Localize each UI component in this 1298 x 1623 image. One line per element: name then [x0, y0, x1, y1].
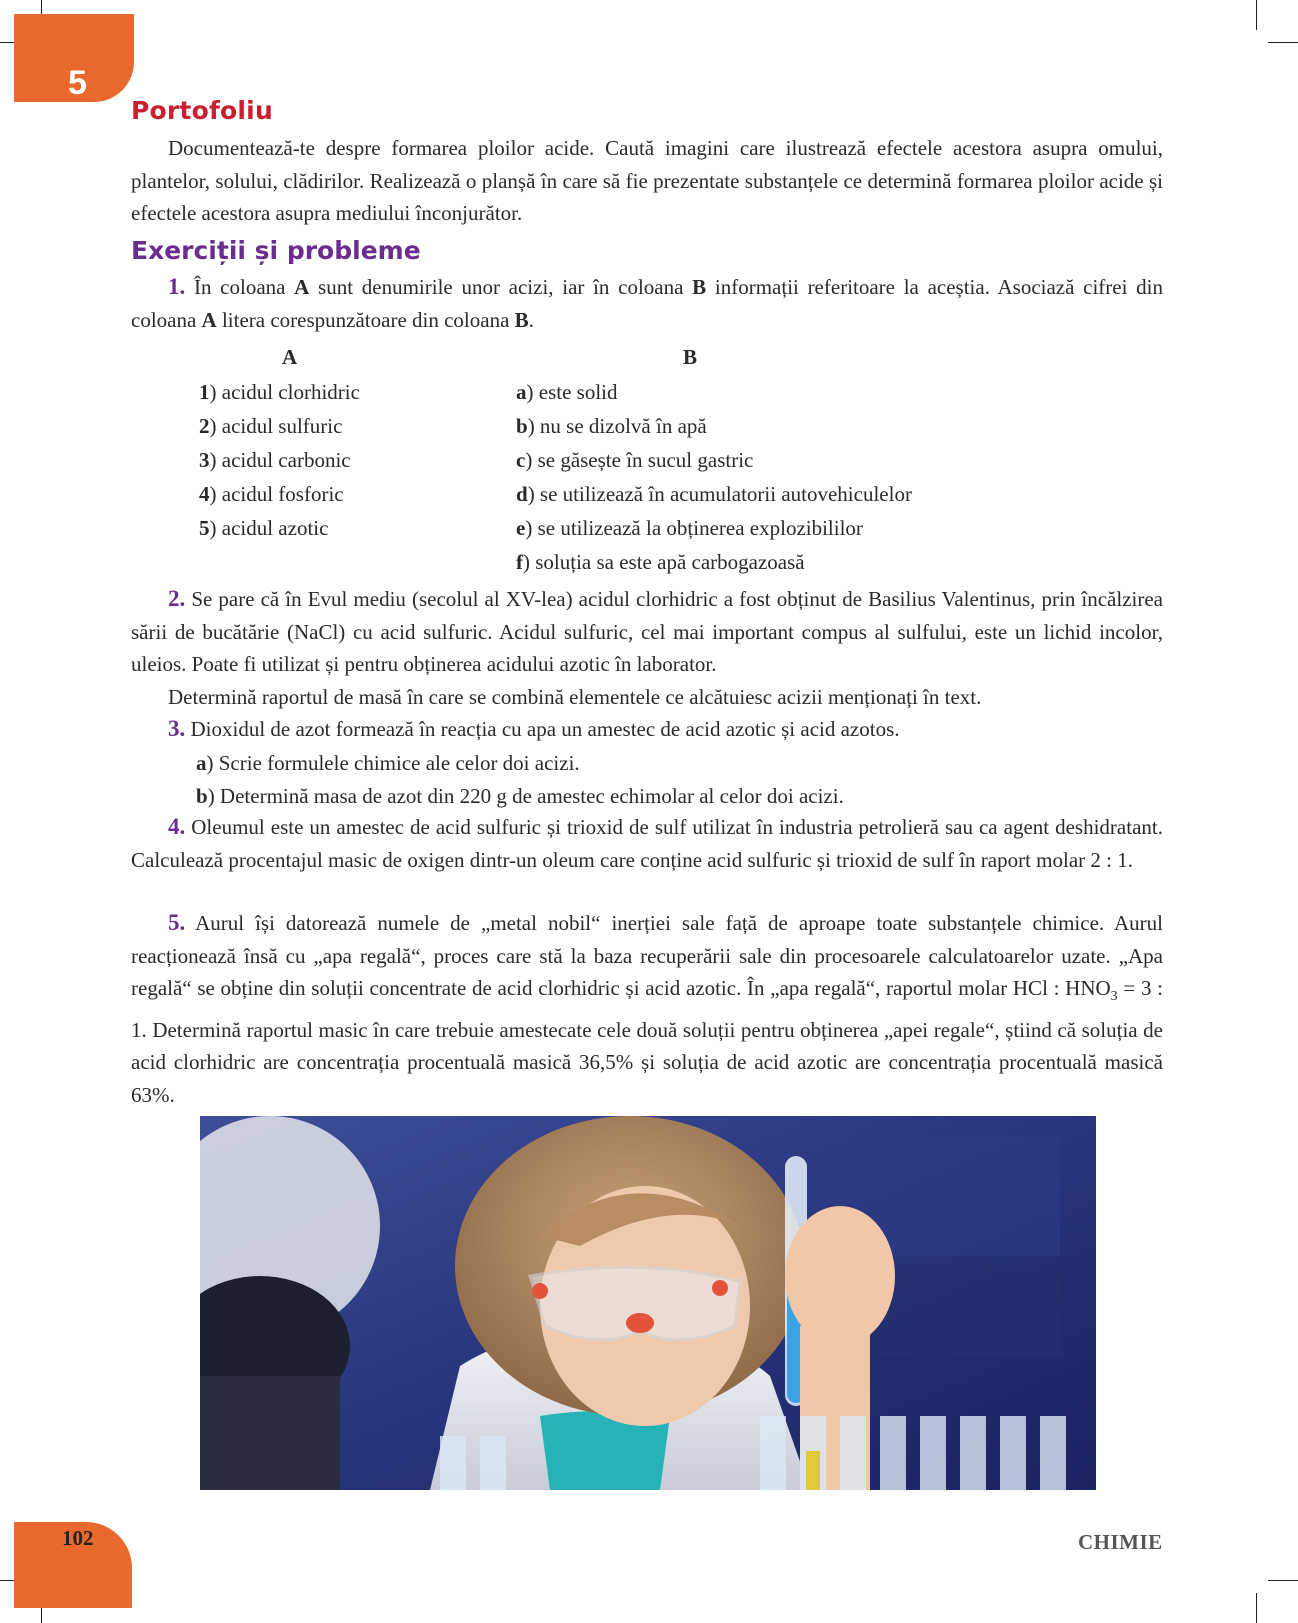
crop-mark — [1268, 1580, 1298, 1581]
crop-mark — [1256, 0, 1257, 30]
list-item: 2) acidul sulfuric — [199, 414, 343, 438]
exercise-number: 3. — [168, 716, 186, 741]
list-item: 5) acidul azotic — [199, 516, 329, 540]
exercise-5: 5. Aurul își datorează numele de „metal nobil“ inerției sale față de aproape toate substanțele chimice. Aurul reacționează însă cu „apa regală“, proces care stă la baza recuperării sale din procesoarele calculatoarelor uzate. „Apa regală“ se obține din soluții concentrate de acid clorhidric și acid azotic. În „apa regală“, raportul molar HCl : $HNO_3 = 3$ : 1. Determină raportul masic în care trebuie amestecate cele două soluții pentru obținerea „apei regale“, știind că soluția de acid clorhidric are concentrația procentuală masică 36,5% și soluția de acid azotic are concentrația procentuală masică 63%. — [131, 910, 1163, 1107]
column-a-header: A — [282, 345, 298, 369]
exercise-number: 4. — [168, 814, 186, 839]
portofoliu-heading: Portofoliu — [131, 96, 273, 125]
exercise-3-a: a) Scrie formulele chimice ale celor doi acizi. — [196, 751, 580, 775]
subject-title: CHIMIE — [1078, 1530, 1163, 1554]
portofoliu-text: Documentează-te despre formarea ploilor acide. Caută imagini care ilustrează efectele acestora asupra omului, plantelor, solului, clădirilor. Realizează o planșă în care să fie prezentate substanțele ce determină formarea ploilor acide și efectele acestora asupra mediului înconjurător. — [131, 136, 1163, 225]
crop-mark — [1268, 42, 1298, 43]
crop-mark — [1256, 1593, 1257, 1623]
list-item: 3) acidul carbonic — [199, 448, 351, 472]
exercise-3-b: b) Determină masa de azot din 220 g de amestec echimolar al celor doi acizi. — [196, 784, 844, 808]
exercises-heading: Exerciții și probleme — [131, 236, 421, 265]
list-item: c) se găsește în sucul gastric — [516, 448, 754, 472]
exercise-2-task: Determină raportul de masă în care se combină elementele ce alcătuiesc acizii menționați în text. — [168, 685, 982, 709]
list-item: d) se utilizează în acumulatorii autovehiculelor — [516, 482, 912, 506]
list-item: b) nu se dizolvă în apă — [516, 414, 707, 438]
list-item: f) soluția sa este apă carbogazoasă — [516, 550, 805, 574]
list-item: 4) acidul fosforic — [199, 482, 344, 506]
exercise-1: 1. În coloana A sunt denumirile unor acizi, iar în coloana B informații referitoare la aceștia. Asociază cifrei din coloana A litera corespunzătoare din coloana B. — [131, 274, 1163, 332]
list-item: 1) acidul clorhidric — [199, 380, 360, 404]
exercise-number: 2. — [168, 586, 186, 611]
list-item: e) se utilizează la obținerea explozibililor — [516, 516, 863, 540]
page-number: 102 — [62, 1526, 94, 1550]
exercise-4: 4. Oleumul este un amestec de acid sulfuric și trioxid de sulf utilizat în industria petrolieră sau ca agent deshidratant. Calculează procentajul masic de oxigen dintr-un oleum care conține acid sulfuric și trioxid de sulf în raport molar 2 : 1. — [131, 814, 1163, 872]
column-b-header: B — [683, 345, 698, 369]
list-item: a) este solid — [516, 380, 618, 404]
chapter-number: 5 — [68, 64, 87, 102]
lab-photo — [200, 1116, 1096, 1490]
exercise-number: 5. — [168, 910, 186, 935]
exercise-2: 2. Se pare că în Evul mediu (secolul al XV-lea) acidul clorhidric a fost obținut de Basilius Valentinus, prin încălzirea sării de bucătărie (NaCl) cu acid sulfuric. Acidul sulfuric, cel mai important compus al sulfului, este un lichid incolor, uleios. Poate fi utilizat și pentru obținerea acidului azotic în laborator. — [131, 586, 1163, 676]
exercise-number: 1. — [168, 274, 186, 299]
exercise-3: 3. Dioxidul de azot formează în reacția cu apa un amestec de acid azotic și acid azotos. — [168, 716, 900, 741]
